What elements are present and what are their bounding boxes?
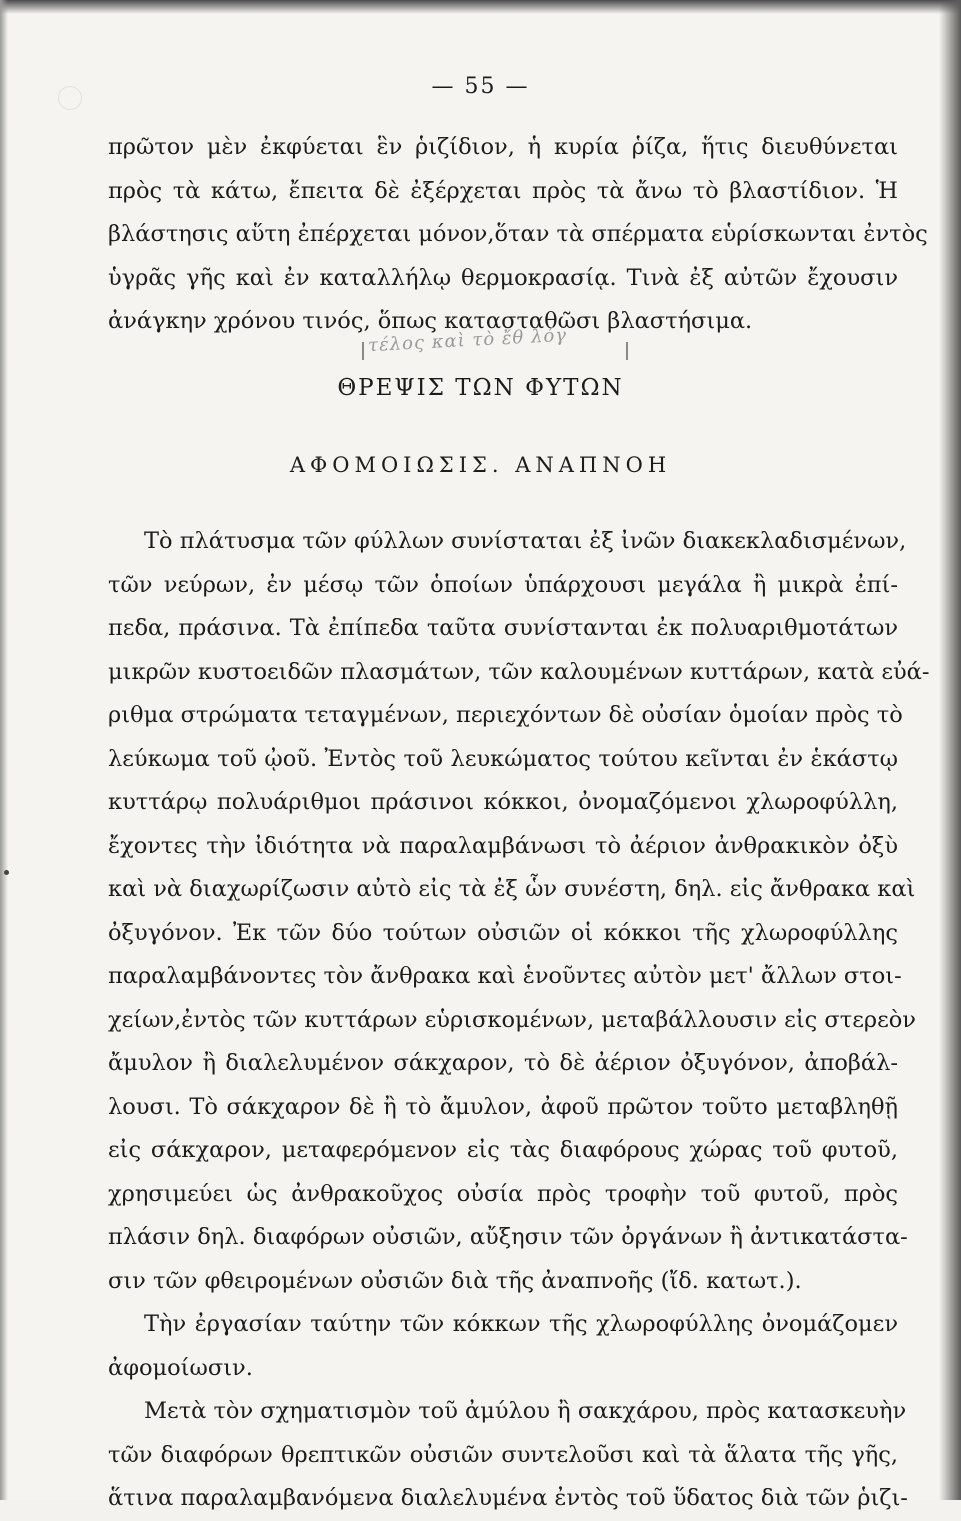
handwritten-annotation: τέλος καὶ τὸ ἔθ λόγ — [367, 324, 568, 357]
text-line: χρησιμεύει ὡς ἀνθρακοῦχος οὐσία πρὸς τροφὴν τοῦ φυτοῦ, πρὸς — [108, 1180, 898, 1207]
top-text-block — [108, 126, 928, 344]
paragraph-assimilation — [108, 520, 930, 1521]
text-line: σιν τῶν φθειρομένων οὐσιῶν διὰ τῆς ἀναπνοῆς (ἴδ. κατωτ.). — [108, 1267, 802, 1294]
text-line: πεδα, πράσινα. Τὰ ἐπίπεδα ταῦτα συνίστανται ἐκ πολυαριθμοτάτων — [108, 615, 898, 641]
text-line: Τὴν ἐργασίαν ταύτην τῶν κόκκων τῆς χλωροφύλλης ὀνομάζομεν — [144, 1311, 898, 1337]
text-line: κυττάρῳ πολυάριθμοι πράσινοι κόκκοι, ὀνομαζόμενοι χλωροφύλλη, — [108, 789, 898, 815]
text-line: πλάσιν δηλ. διαφόρων οὐσιῶν, αὔξησιν τῶν ὀργάνων ἢ ἀντικατάστα- — [108, 1224, 908, 1250]
text-line: ἀφομοίωσιν. — [108, 1354, 253, 1381]
scan-edge-top — [0, 0, 961, 14]
text-line: μικρῶν κυστοειδῶν πλασμάτων, τῶν καλουμένων κυττάρων, κατὰ εὐά- — [108, 658, 930, 685]
page-number: — 55 — — [431, 74, 530, 99]
text-line: τῶν νεύρων, ἐν μέσῳ τῶν ὁποίων ὑπάρχουσι μεγάλα ἢ μικρὰ ἐπί- — [108, 571, 898, 598]
annotation-bracket-left — [362, 342, 364, 360]
text-line: λεύκωμα τοῦ ᾠοῦ. Ἐντὸς τοῦ λευκώματος τούτου κεῖνται ἐν ἑκάστῳ — [108, 745, 898, 772]
text-line: εἰς σάκχαρον, μεταφερόμενον εἰς τὰς διαφόρους χώρας τοῦ φυτοῦ, — [108, 1137, 898, 1163]
text-line: Μετὰ τὸν σχηματισμὸν τοῦ ἀμύλου ἢ σακχάρου, πρὸς κατασκευὴν — [144, 1398, 907, 1424]
text-line: πρῶτον μὲν ἐκφύεται ἓν ῥιζίδιον, ἡ κυρία ῥίζα, ἥτις διευθύνεται — [108, 134, 898, 160]
text-line: χείων,ἐντὸς τῶν κυττάρων εὑρισκομένων, μεταβάλλουσιν εἰς στερεὸν — [108, 1006, 916, 1033]
scan-edge-right — [939, 0, 961, 1500]
text-line: Τὸ πλάτυσμα τῶν φύλλων συνίσταται ἐξ ἰνῶν διακεκλαδισμένων, — [144, 528, 907, 554]
text-line: λουσι. Τὸ σάκχαρον δὲ ἢ τὸ ἄμυλον, ἀφοῦ πρῶτον τοῦτο μεταβληθῇ — [108, 1093, 898, 1120]
text-line: ἔχοντες τὴν ἰδιότητα νὰ παραλαμβάνωσι τὸ ἀέριον ἀνθρακικὸν ὀξὺ — [108, 832, 898, 859]
text-line: τῶν διαφόρων θρεπτικῶν οὐσιῶν συντελοῦσι καὶ τὰ ἅλατα τῆς γῆς, — [108, 1441, 898, 1468]
annotation-bracket-right — [626, 342, 628, 360]
text-line: παραλαμβάνοντες τὸν ἄνθρακα καὶ ἑνοῦντες αὐτὸν μετ' ἄλλων στοι- — [108, 963, 902, 989]
scan-edge-left — [0, 0, 8, 1500]
margin-dot — [4, 870, 9, 875]
text-line: ριθμα στρώματα τεταγμένων, περιεχόντων δὲ οὐσίαν ὁμοίαν πρὸς τὸ — [108, 702, 903, 728]
subsection-heading: ΑΦΟΜΟΙΩΣΙΣ. ΑΝΑΠΝΟΗ — [289, 453, 672, 477]
section-heading: ΘΡΕΨΙΣ ΤΩΝ ΦΥΤΩΝ — [337, 375, 624, 401]
text-line: καὶ νὰ διαχωρίζωσιν αὐτὸ εἰς τὰ ἐξ ὧν συνέστη, δηλ. εἰς ἄνθρακα καὶ — [108, 876, 916, 902]
text-line: ἄμυλον ἢ διαλελυμένον σάκχαρον, τὸ δὲ ἀέριον ὀξυγόνον, ἀποβάλ- — [108, 1050, 898, 1076]
text-line: ἀνάγκην χρόνου τινός, ὅπως κατασταθῶσι βλαστήσιμα. — [108, 308, 753, 334]
text-line: ἅτινα παραλαμβανόμενα διαλελυμένα ἐντὸς τοῦ ὕδατος διὰ τῶν ῥιζι- — [108, 1485, 908, 1511]
text-line: πρὸς τὰ κάτω, ἔπειτα δὲ ἐξέρχεται πρὸς τὰ ἄνω τὸ βλαστίδιον. Ἡ — [108, 177, 898, 204]
text-line: βλάστησις αὕτη ἐπέρχεται μόνον,ὅταν τὰ σπέρματα εὑρίσκωνται ἐντὸς — [108, 221, 928, 247]
text-line: ὑγρᾶς γῆς καὶ ἐν καταλλήλῳ θερμοκρασίᾳ. Τινὰ ἐξ αὐτῶν ἔχουσιν — [108, 264, 898, 291]
text-line: ὀξυγόνον. Ἐκ τῶν δύο τούτων οὐσιῶν οἱ κόκκοι τῆς χλωροφύλλης — [108, 919, 898, 946]
